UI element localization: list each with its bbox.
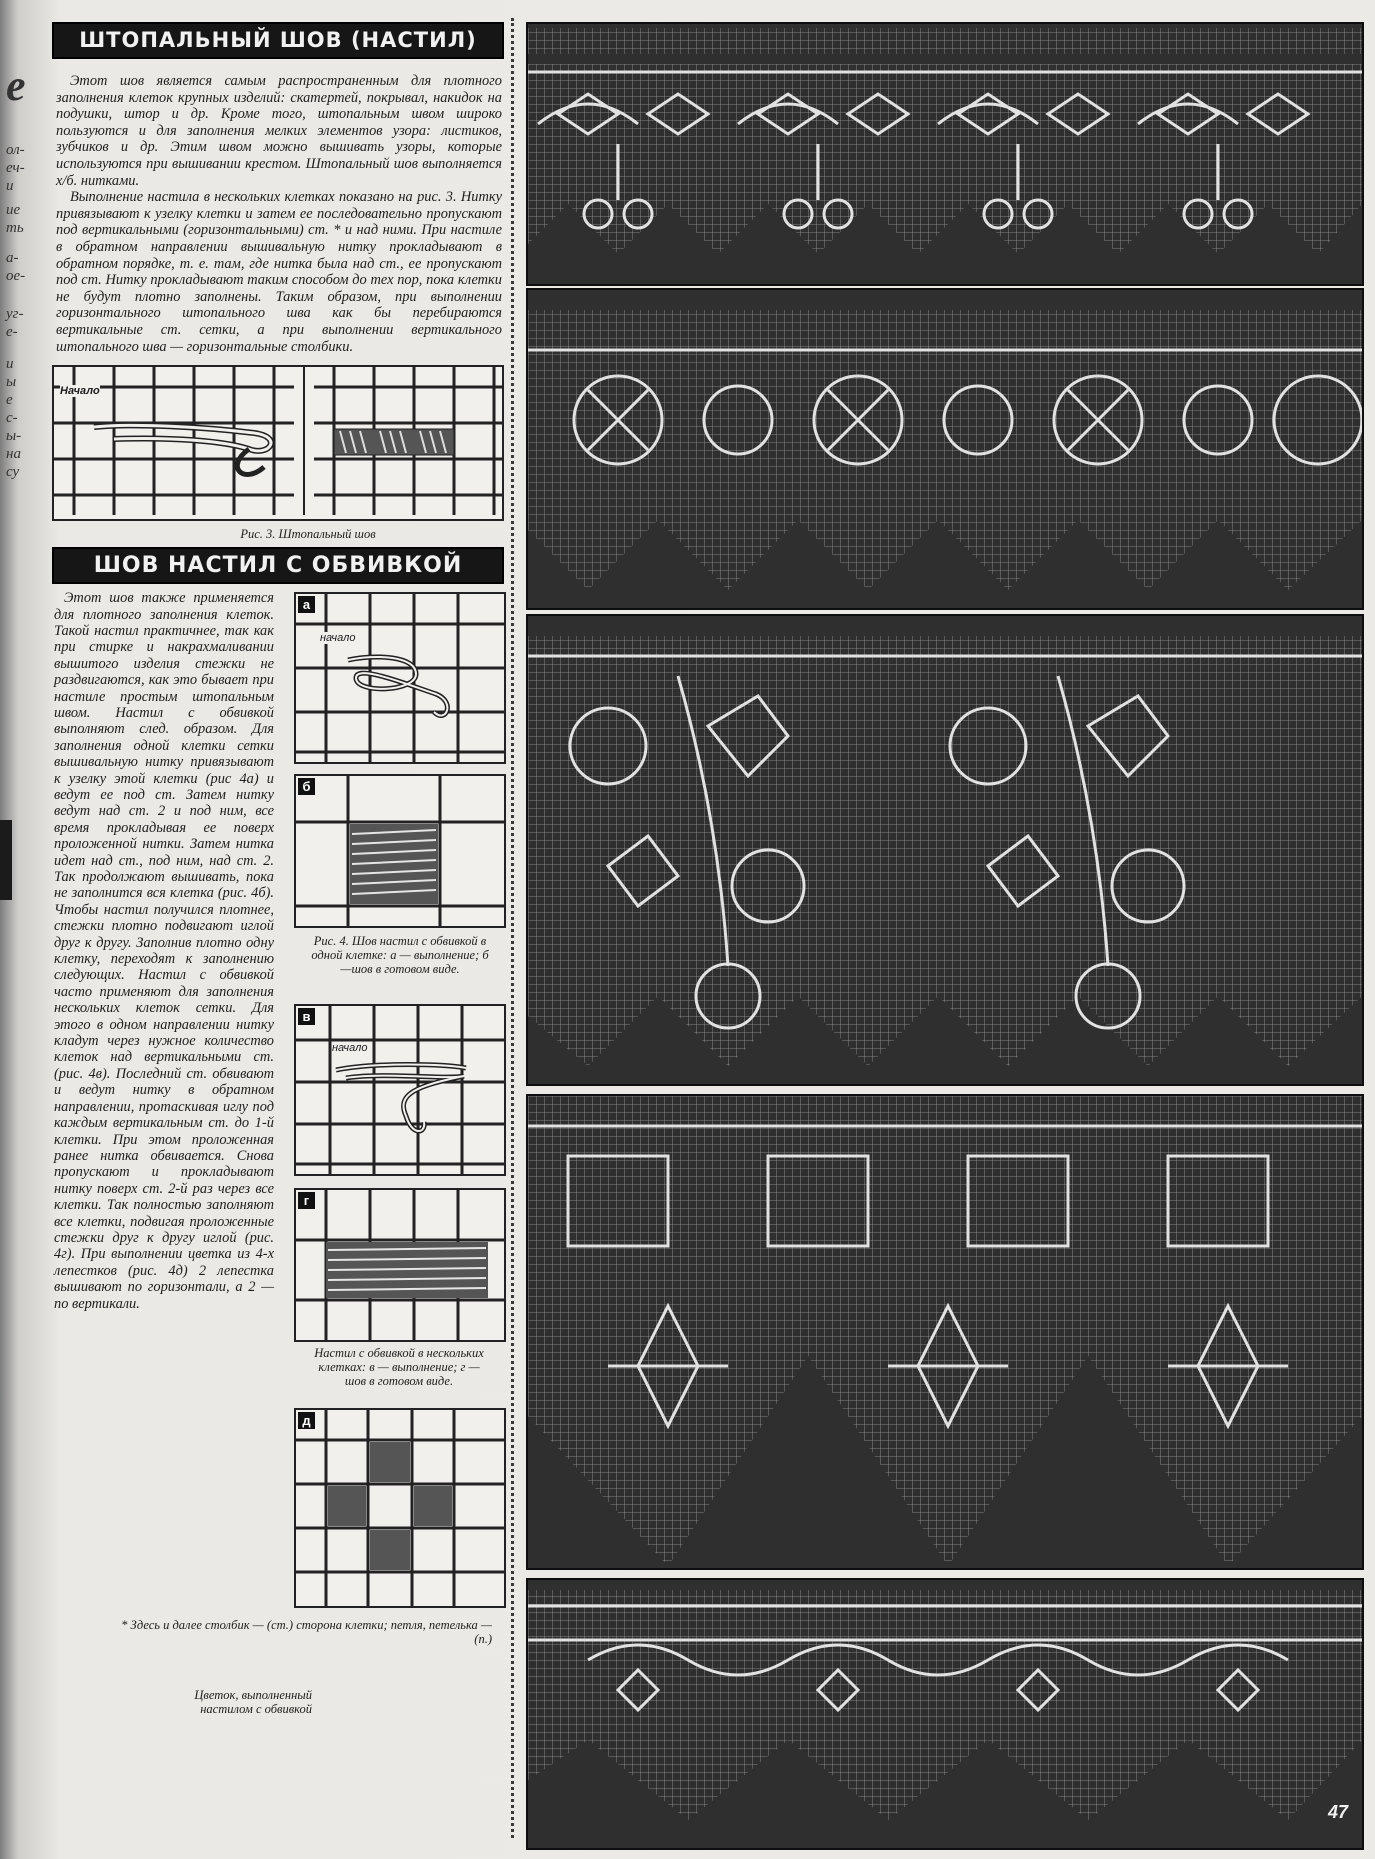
strip-text: ть [6, 220, 24, 236]
pattern-2-rounds [528, 290, 1362, 608]
figure-4d [294, 1408, 506, 1608]
section1-para2: Выполнение настила в нескольких клетках показано на рис. 3. Нитку привязывают к узелку клетки и затем ее последовательно пропускают под вертикальными (горизонтальными) ст. * и над ними. При настиле в обратном направлении вышивальную нитку прокладывают в обратном порядке, т. е. там, где нитка была над ст., ее пропускают под ст. Нитку прокладывают таким способом до тех пор, пока клетки не будут плотно заполнены. Таким образом, при выполнении горизонтального штопального шва как бы перебираются вертикальные ст. сетки, а при выполнении вертикального штопального шва — горизонтальные столбики. [56, 189, 502, 355]
figure-4v-letter: в [298, 1008, 315, 1025]
pattern-panel-1 [526, 22, 1364, 286]
section2-title: ШОВ НАСТИЛ С ОБВИВКОЙ [52, 547, 504, 584]
figure-4a [294, 592, 506, 764]
pattern-panel-4 [526, 1094, 1364, 1570]
strip-text: и [6, 356, 14, 372]
figure-4d-illustration [296, 1410, 504, 1606]
section1-body [52, 59, 504, 355]
left-cropped-column [0, 60, 40, 1560]
figure-4v [294, 1004, 506, 1176]
section2-body [52, 584, 504, 1774]
pattern-1-cherries [528, 24, 1362, 284]
figure-4-caption: Рис. 4. Шов настил с обвивкой в одной клетке: а — выполнение; б —шов в готовом виде. [311, 934, 489, 977]
strip-text: уг- [6, 306, 24, 322]
strip-text: еч- [6, 160, 25, 176]
section1-title: ШТОПАЛЬНЫЙ ШОВ (НАСТИЛ) [52, 22, 504, 59]
dark-side-tab [0, 820, 12, 900]
strip-text: с- [6, 410, 18, 426]
pattern-4-stars [528, 1096, 1362, 1568]
figure-4a-letter: а [298, 596, 315, 613]
strip-text: и [6, 178, 14, 194]
figure-4v-start-label: начало [332, 1042, 368, 1055]
strip-text: ие [6, 202, 21, 218]
figure-3-illustration [54, 367, 502, 515]
figure-4g-letter: г [298, 1192, 315, 1209]
figure-4d-letter: д [298, 1412, 315, 1429]
section1-para1: Этот шов является самым распространенным для плотного заполнения клеток крупных изделий: скатертей, покрывал, накидок на подушки, штор и др. Кроме того, штопальным швом широко пользуются и для заполнения мелких элементов узора: листиков, зубчиков и др. Этим швом можно вышивать узоры, которые используются при вышивании крестом. Штопальный шов выполняется х/б. нитками. [56, 73, 502, 189]
pattern-panel-5 [526, 1578, 1364, 1850]
figure-4v-illustration [296, 1006, 504, 1174]
pattern-panel-2 [526, 288, 1364, 610]
figure-3-caption: Рис. 3. Штопальный шов [240, 527, 376, 542]
figure-3 [52, 365, 504, 521]
section2-footnote: * Здесь и далее столбик — (ст.) сторона клетки; петля, петелька — (п.) [121, 1618, 492, 1647]
figure-4a-start-label: начало [320, 632, 356, 645]
figure-4b-letter: б [298, 778, 315, 795]
figure-4b-illustration [296, 776, 504, 926]
figure-4b [294, 774, 506, 928]
strip-text: ы [6, 374, 17, 390]
pattern-5-border [528, 1580, 1362, 1848]
strip-text: ол- [6, 142, 25, 158]
figure-4vg-caption: Настил с обвивкой в нескольких клетках: в — выполнение; г — шов в готовом виде. [314, 1346, 484, 1389]
strip-text: ы- [6, 428, 22, 444]
pattern-panel-3 [526, 614, 1364, 1086]
page-number: 47 [1327, 1802, 1348, 1822]
strip-text: су [6, 464, 20, 480]
strip-text: а- [6, 250, 19, 266]
pattern-3-fruit [528, 616, 1362, 1084]
figure-3-start-label: Начало [60, 385, 100, 398]
figure-4g [294, 1188, 506, 1342]
strip-text: на [6, 446, 21, 462]
strip-text: е- [6, 324, 18, 340]
strip-text: e [6, 61, 26, 110]
strip-text: е [6, 392, 13, 408]
column-divider [511, 18, 514, 1838]
section2-text: Этот шов также применяется для плотного заполнения клеток. Такой настил практичнее, так как при стирке и накрахмаливании вышитого изделия стежки не раздвигаются, как это бывает при настиле простым штопальным швом. Настил с обвивкой выполняют след. образом. Для заполнения одной клетки сетки вышивальную нитку привязывают к узелку этой клетки (рис 4а) и ведут ее под ст. Затем нитку ведут над ст. 2 и под ним, все время прокладывая ее поверх проложенной нитки. Затем нитка идет над ст., под ним, над ст. 2. Так продолжают вышивать, пока не заполнится вся клетка (рис. 4б). Чтобы настил получился плотнее, стежки плотно подвигают иглой друг к другу. Заполнив плотно одну клетку, переходят к заполнению следующих. Настил с обвивкой часто применяют для заполнения нескольких клеток сетки. Для этого в одном направлении нитку кладут через нужное количество клеток над вертикальными ст. (рис. 4в). Последний ст. обвивают и ведут нитку в обратном направлении, протаскивая иглу под каждым вертикальным ст. до 1-й клетки. При этом проложенная ранее нитка обвивается. Снова пропускают и прокладывают нитку поверх ст. 2-й раз через все клетки. Так полностью заполняют все клетки, подвигая проложенные стежки друг к другу иглой (рис. 4г). При выполнении цветка из 4-х лепестков (рис. 4д) 2 лепестка вышивают по горизонтали, а 2 — по вертикали. [54, 590, 274, 1312]
strip-text: ое- [6, 268, 26, 284]
text-column [52, 22, 504, 1774]
figure-4d-caption: Цветок, выполненный настилом с обвивкой [194, 1688, 312, 1717]
figure-4a-illustration [296, 594, 504, 762]
figure-4g-illustration [296, 1190, 504, 1340]
